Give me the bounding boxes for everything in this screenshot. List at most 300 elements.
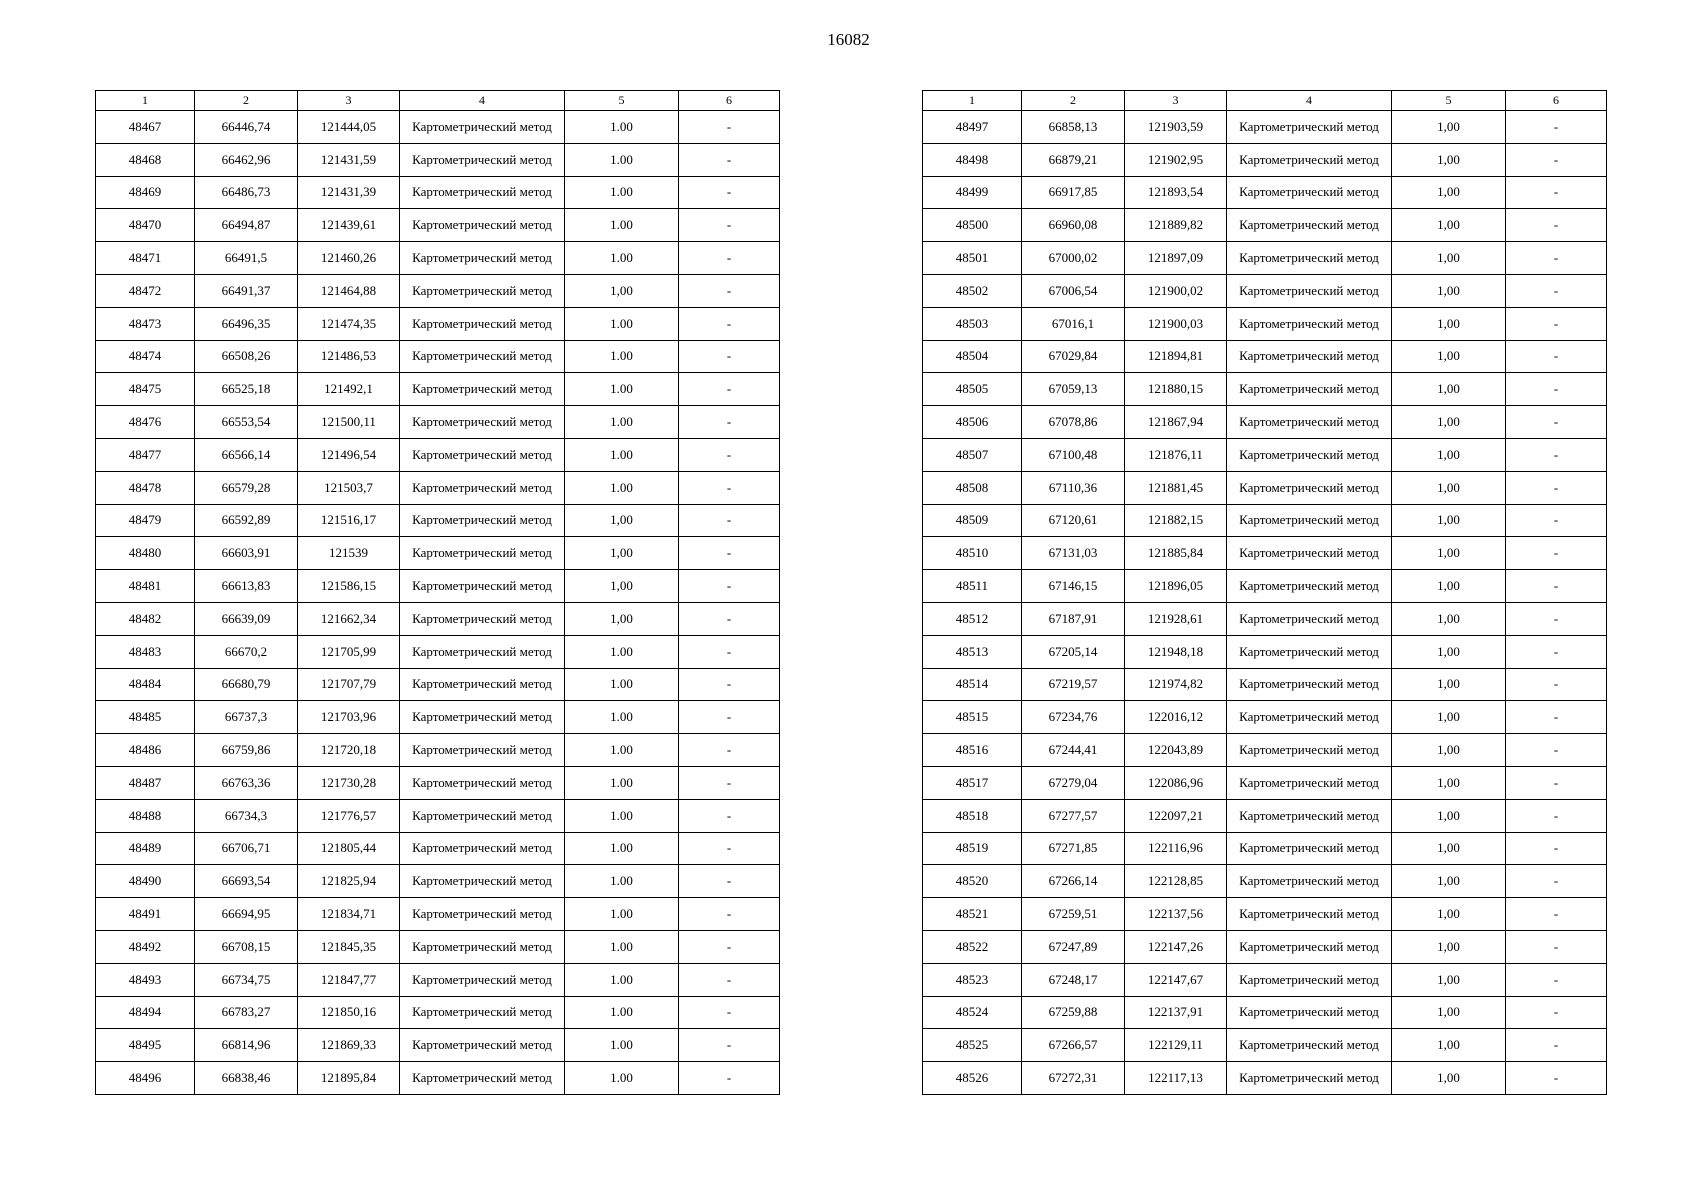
- table-cell: 1,00: [1392, 537, 1506, 570]
- table-cell: 1.00: [565, 668, 679, 701]
- table-cell: 66491,5: [195, 242, 298, 275]
- table-cell: 48510: [923, 537, 1022, 570]
- table-cell: 121720,18: [298, 734, 400, 767]
- table-cell: 121464,88: [298, 274, 400, 307]
- table-row: [96, 373, 780, 406]
- table-cell: 1,00: [1392, 701, 1506, 734]
- table-cell: -: [679, 570, 780, 603]
- table-cell: 1,00: [1392, 799, 1506, 832]
- table-cell: Картометрический метод: [400, 602, 565, 635]
- table-cell: 48513: [923, 635, 1022, 668]
- table-row: [923, 471, 1607, 504]
- header-cell: 3: [298, 91, 400, 111]
- table-cell: 121900,03: [1125, 307, 1227, 340]
- table-cell: -: [1506, 471, 1607, 504]
- table-row: [923, 799, 1607, 832]
- table-cell: Картометрический метод: [400, 307, 565, 340]
- table-row: [96, 734, 780, 767]
- table-cell: Картометрический метод: [1227, 1029, 1392, 1062]
- table-cell: 67259,51: [1022, 898, 1125, 931]
- table-cell: 48495: [96, 1029, 195, 1062]
- table-row: [96, 242, 780, 275]
- table-cell: 121974,82: [1125, 668, 1227, 701]
- table-row: [96, 143, 780, 176]
- table-cell: 66579,28: [195, 471, 298, 504]
- table-cell: Картометрический метод: [400, 143, 565, 176]
- table-cell: Картометрический метод: [400, 471, 565, 504]
- table-cell: 48516: [923, 734, 1022, 767]
- table-cell: 48469: [96, 176, 195, 209]
- table-row: [923, 373, 1607, 406]
- table-row: [923, 996, 1607, 1029]
- table-cell: 48524: [923, 996, 1022, 1029]
- table-cell: 48475: [96, 373, 195, 406]
- table-cell: Картометрический метод: [1227, 471, 1392, 504]
- table-cell: 121889,82: [1125, 209, 1227, 242]
- table-cell: -: [1506, 143, 1607, 176]
- table-cell: 48492: [96, 930, 195, 963]
- table-cell: -: [1506, 1062, 1607, 1095]
- table-cell: 121834,71: [298, 898, 400, 931]
- table-cell: -: [679, 504, 780, 537]
- table-row: [96, 668, 780, 701]
- table-cell: Картометрический метод: [1227, 930, 1392, 963]
- table-cell: Картометрический метод: [400, 209, 565, 242]
- table-cell: 67244,41: [1022, 734, 1125, 767]
- table-cell: 1,00: [1392, 242, 1506, 275]
- table-cell: -: [679, 865, 780, 898]
- table-cell: 48471: [96, 242, 195, 275]
- table-body: [923, 111, 1607, 1095]
- table-cell: 48481: [96, 570, 195, 603]
- table-cell: 122147,26: [1125, 930, 1227, 963]
- table-cell: Картометрический метод: [1227, 701, 1392, 734]
- coordinates-table-left: [95, 90, 780, 1095]
- table-cell: 66508,26: [195, 340, 298, 373]
- table-cell: 1.00: [565, 832, 679, 865]
- table-cell: -: [1506, 373, 1607, 406]
- table-cell: -: [1506, 996, 1607, 1029]
- table-cell: 48496: [96, 1062, 195, 1095]
- table-cell: -: [1506, 438, 1607, 471]
- table-cell: -: [1506, 832, 1607, 865]
- table-cell: 67120,61: [1022, 504, 1125, 537]
- table-cell: 121431,39: [298, 176, 400, 209]
- coordinates-table-right: [922, 90, 1607, 1095]
- table-cell: 121703,96: [298, 701, 400, 734]
- table-cell: 67266,57: [1022, 1029, 1125, 1062]
- table-row: [923, 668, 1607, 701]
- table-cell: 121880,15: [1125, 373, 1227, 406]
- header-cell: 4: [400, 91, 565, 111]
- table-cell: 67279,04: [1022, 766, 1125, 799]
- table-row: [923, 701, 1607, 734]
- table-cell: -: [679, 635, 780, 668]
- table-cell: 1.00: [565, 176, 679, 209]
- table-cell: Картометрический метод: [1227, 340, 1392, 373]
- table-cell: 48498: [923, 143, 1022, 176]
- table-cell: 66706,71: [195, 832, 298, 865]
- table-cell: 1,00: [1392, 438, 1506, 471]
- table-cell: 121948,18: [1125, 635, 1227, 668]
- table-cell: 121845,35: [298, 930, 400, 963]
- table-row: [923, 274, 1607, 307]
- table-cell: 48515: [923, 701, 1022, 734]
- table-cell: 1,00: [565, 274, 679, 307]
- table-cell: 48522: [923, 930, 1022, 963]
- table-cell: -: [1506, 930, 1607, 963]
- table-row: [923, 143, 1607, 176]
- table-cell: 48468: [96, 143, 195, 176]
- table-cell: 66737,3: [195, 701, 298, 734]
- table-cell: 1,00: [1392, 832, 1506, 865]
- table-cell: Картометрический метод: [400, 340, 565, 373]
- table-cell: 1.00: [565, 734, 679, 767]
- table-cell: 1.00: [565, 406, 679, 439]
- table-cell: Картометрический метод: [400, 504, 565, 537]
- table-cell: 66462,96: [195, 143, 298, 176]
- table-cell: 67272,31: [1022, 1062, 1125, 1095]
- table-cell: Картометрический метод: [400, 373, 565, 406]
- table-cell: Картометрический метод: [1227, 1062, 1392, 1095]
- table-cell: 48511: [923, 570, 1022, 603]
- table-cell: 48497: [923, 111, 1022, 144]
- table-cell: 48478: [96, 471, 195, 504]
- table-cell: 48476: [96, 406, 195, 439]
- table-row: [923, 635, 1607, 668]
- page-number: 16082: [827, 30, 870, 49]
- table-cell: 67016,1: [1022, 307, 1125, 340]
- table-row: [923, 963, 1607, 996]
- table-cell: 66960,08: [1022, 209, 1125, 242]
- table-row: [96, 963, 780, 996]
- table-cell: -: [1506, 406, 1607, 439]
- table-cell: 66694,95: [195, 898, 298, 931]
- table-cell: -: [679, 996, 780, 1029]
- header-cell: 1: [96, 91, 195, 111]
- table-cell: 121460,26: [298, 242, 400, 275]
- table-cell: 48493: [96, 963, 195, 996]
- table-cell: 1,00: [1392, 570, 1506, 603]
- table-cell: 48488: [96, 799, 195, 832]
- table-cell: -: [679, 406, 780, 439]
- table-cell: Картометрический метод: [400, 635, 565, 668]
- table-row: [96, 1029, 780, 1062]
- table-cell: 121431,59: [298, 143, 400, 176]
- table-cell: 121516,17: [298, 504, 400, 537]
- table-row: [923, 766, 1607, 799]
- table-row: [96, 799, 780, 832]
- table-cell: 1,00: [1392, 274, 1506, 307]
- table-cell: -: [1506, 635, 1607, 668]
- table-row: [96, 111, 780, 144]
- table-cell: -: [679, 274, 780, 307]
- table-cell: 67259,88: [1022, 996, 1125, 1029]
- table-cell: 48489: [96, 832, 195, 865]
- table-cell: 67078,86: [1022, 406, 1125, 439]
- table-cell: 66486,73: [195, 176, 298, 209]
- table-cell: 121776,57: [298, 799, 400, 832]
- table-cell: Картометрический метод: [1227, 996, 1392, 1029]
- header-cell: 2: [1022, 91, 1125, 111]
- table-cell: 48484: [96, 668, 195, 701]
- table-cell: 1,00: [1392, 602, 1506, 635]
- table-cell: 121492,1: [298, 373, 400, 406]
- table-cell: 48501: [923, 242, 1022, 275]
- table-cell: 48491: [96, 898, 195, 931]
- table-cell: 1,00: [1392, 111, 1506, 144]
- table-cell: Картометрический метод: [1227, 799, 1392, 832]
- table-cell: 121876,11: [1125, 438, 1227, 471]
- table-cell: 1,00: [1392, 668, 1506, 701]
- table-cell: -: [1506, 668, 1607, 701]
- table-cell: 1.00: [565, 898, 679, 931]
- table-cell: 48467: [96, 111, 195, 144]
- table-row: [96, 209, 780, 242]
- table-cell: 122016,12: [1125, 701, 1227, 734]
- header-cell: 6: [679, 91, 780, 111]
- table-row: [923, 570, 1607, 603]
- table-cell: 121847,77: [298, 963, 400, 996]
- table-cell: 66592,89: [195, 504, 298, 537]
- table-cell: -: [1506, 701, 1607, 734]
- table-cell: Картометрический метод: [400, 898, 565, 931]
- table-cell: 1,00: [1392, 307, 1506, 340]
- table-cell: 1,00: [1392, 143, 1506, 176]
- table-row: [96, 438, 780, 471]
- table-cell: -: [679, 734, 780, 767]
- table-row: [96, 996, 780, 1029]
- table-cell: Картометрический метод: [400, 799, 565, 832]
- table-cell: Картометрический метод: [400, 406, 565, 439]
- table-cell: -: [1506, 504, 1607, 537]
- table-cell: 121539: [298, 537, 400, 570]
- table-cell: 48485: [96, 701, 195, 734]
- table-cell: Картометрический метод: [1227, 865, 1392, 898]
- table-row: [96, 832, 780, 865]
- table-row: [923, 438, 1607, 471]
- table-cell: -: [1506, 111, 1607, 144]
- table-cell: -: [679, 111, 780, 144]
- table-row: [96, 766, 780, 799]
- header-row: [96, 91, 780, 111]
- table-cell: 1,00: [1392, 930, 1506, 963]
- table-cell: 67146,15: [1022, 570, 1125, 603]
- table-cell: Картометрический метод: [400, 111, 565, 144]
- table-cell: 1.00: [565, 635, 679, 668]
- table-cell: -: [679, 898, 780, 931]
- table-cell: 121902,95: [1125, 143, 1227, 176]
- table-row: [96, 930, 780, 963]
- table-cell: 67100,48: [1022, 438, 1125, 471]
- table-cell: -: [679, 766, 780, 799]
- table-cell: 121893,54: [1125, 176, 1227, 209]
- table-cell: 67110,36: [1022, 471, 1125, 504]
- header-row: [923, 91, 1607, 111]
- table-cell: -: [679, 602, 780, 635]
- table-cell: 1,00: [565, 602, 679, 635]
- table-cell: 48509: [923, 504, 1022, 537]
- table-cell: 48520: [923, 865, 1022, 898]
- table-cell: Картометрический метод: [400, 766, 565, 799]
- table-cell: 48505: [923, 373, 1022, 406]
- table-cell: 122086,96: [1125, 766, 1227, 799]
- table-cell: Картометрический метод: [400, 701, 565, 734]
- table-cell: 121869,33: [298, 1029, 400, 1062]
- table-cell: Картометрический метод: [400, 832, 565, 865]
- table-row: [923, 504, 1607, 537]
- table-cell: 121486,53: [298, 340, 400, 373]
- table-cell: 66814,96: [195, 1029, 298, 1062]
- table-cell: Картометрический метод: [1227, 406, 1392, 439]
- table-cell: 67234,76: [1022, 701, 1125, 734]
- table-cell: 121882,15: [1125, 504, 1227, 537]
- table-cell: -: [679, 176, 780, 209]
- table-cell: 1.00: [565, 996, 679, 1029]
- table-row: [923, 340, 1607, 373]
- table-cell: -: [1506, 963, 1607, 996]
- table-cell: 1,00: [1392, 1029, 1506, 1062]
- table-cell: 121503,7: [298, 471, 400, 504]
- table-cell: 121850,16: [298, 996, 400, 1029]
- table-cell: -: [679, 143, 780, 176]
- table-cell: 121500,11: [298, 406, 400, 439]
- table-cell: 1,00: [1392, 209, 1506, 242]
- header-cell: 6: [1506, 91, 1607, 111]
- table-cell: 121705,99: [298, 635, 400, 668]
- table-cell: -: [1506, 176, 1607, 209]
- table-cell: 66858,13: [1022, 111, 1125, 144]
- table-cell: 1,00: [1392, 898, 1506, 931]
- table-cell: 67131,03: [1022, 537, 1125, 570]
- table-cell: 1,00: [1392, 766, 1506, 799]
- table-cell: 122097,21: [1125, 799, 1227, 832]
- table-cell: -: [1506, 602, 1607, 635]
- table-cell: 121928,61: [1125, 602, 1227, 635]
- table-row: [923, 1062, 1607, 1095]
- table-cell: 121881,45: [1125, 471, 1227, 504]
- table-cell: 66917,85: [1022, 176, 1125, 209]
- table-cell: -: [679, 832, 780, 865]
- table-row: [923, 832, 1607, 865]
- table-cell: 48474: [96, 340, 195, 373]
- table-cell: -: [679, 1062, 780, 1095]
- table-row: [923, 537, 1607, 570]
- table-row: [96, 1062, 780, 1095]
- table-cell: 1.00: [565, 143, 679, 176]
- table-cell: 121496,54: [298, 438, 400, 471]
- table-cell: 122129,11: [1125, 1029, 1227, 1062]
- table-cell: 121900,02: [1125, 274, 1227, 307]
- table-cell: Картометрический метод: [1227, 242, 1392, 275]
- table-cell: 67266,14: [1022, 865, 1125, 898]
- table-cell: 1.00: [565, 865, 679, 898]
- table-row: [923, 865, 1607, 898]
- table-cell: 121439,61: [298, 209, 400, 242]
- table-cell: 1.00: [565, 471, 679, 504]
- table-cell: 67059,13: [1022, 373, 1125, 406]
- table-cell: 66446,74: [195, 111, 298, 144]
- table-row: [96, 635, 780, 668]
- table-row: [923, 734, 1607, 767]
- table-row: [96, 865, 780, 898]
- table-cell: -: [1506, 274, 1607, 307]
- table-cell: 66494,87: [195, 209, 298, 242]
- table-cell: 121885,84: [1125, 537, 1227, 570]
- table-cell: 121662,34: [298, 602, 400, 635]
- table-cell: 1,00: [1392, 1062, 1506, 1095]
- table-row: [96, 570, 780, 603]
- table-cell: -: [1506, 766, 1607, 799]
- table-cell: 66496,35: [195, 307, 298, 340]
- table-cell: 1,00: [565, 537, 679, 570]
- table-cell: Картометрический метод: [400, 930, 565, 963]
- table-cell: 66639,09: [195, 602, 298, 635]
- table-row: [923, 406, 1607, 439]
- table-cell: -: [1506, 1029, 1607, 1062]
- header-cell: 4: [1227, 91, 1392, 111]
- table-row: [923, 242, 1607, 275]
- table-cell: 48506: [923, 406, 1022, 439]
- table-cell: -: [679, 930, 780, 963]
- table-cell: 1.00: [565, 438, 679, 471]
- table-cell: Картометрический метод: [400, 438, 565, 471]
- table-cell: 67219,57: [1022, 668, 1125, 701]
- header-cell: 5: [565, 91, 679, 111]
- table-cell: 1,00: [1392, 865, 1506, 898]
- table-cell: Картометрический метод: [1227, 570, 1392, 603]
- table-cell: 66566,14: [195, 438, 298, 471]
- table-cell: -: [679, 701, 780, 734]
- table-cell: 67000,02: [1022, 242, 1125, 275]
- table-cell: Картометрический метод: [400, 1062, 565, 1095]
- table-cell: 1.00: [565, 242, 679, 275]
- table-cell: 48503: [923, 307, 1022, 340]
- table-row: [96, 176, 780, 209]
- table-cell: 121444,05: [298, 111, 400, 144]
- table-cell: 66708,15: [195, 930, 298, 963]
- table-cell: Картометрический метод: [1227, 307, 1392, 340]
- table-cell: 1.00: [565, 799, 679, 832]
- table-cell: 1,00: [1392, 373, 1506, 406]
- table-cell: 121896,05: [1125, 570, 1227, 603]
- table-cell: 1.00: [565, 111, 679, 144]
- table-cell: 48472: [96, 274, 195, 307]
- table-cell: Картометрический метод: [1227, 504, 1392, 537]
- table-cell: 121825,94: [298, 865, 400, 898]
- table-row: [923, 209, 1607, 242]
- table-cell: 48480: [96, 537, 195, 570]
- table-cell: 48494: [96, 996, 195, 1029]
- table-row: [923, 930, 1607, 963]
- table-cell: 122147,67: [1125, 963, 1227, 996]
- table-cell: 121730,28: [298, 766, 400, 799]
- table-cell: 48486: [96, 734, 195, 767]
- table-cell: -: [679, 799, 780, 832]
- table-cell: Картометрический метод: [400, 176, 565, 209]
- table-cell: 1,00: [1392, 340, 1506, 373]
- table-cell: 1,00: [1392, 996, 1506, 1029]
- table-cell: 66553,54: [195, 406, 298, 439]
- table-cell: Картометрический метод: [1227, 602, 1392, 635]
- table-cell: 66879,21: [1022, 143, 1125, 176]
- table-cell: Картометрический метод: [400, 963, 565, 996]
- table-cell: Картометрический метод: [1227, 274, 1392, 307]
- table-cell: -: [1506, 209, 1607, 242]
- table-cell: 1.00: [565, 930, 679, 963]
- table-cell: 1,00: [1392, 504, 1506, 537]
- table-cell: 66693,54: [195, 865, 298, 898]
